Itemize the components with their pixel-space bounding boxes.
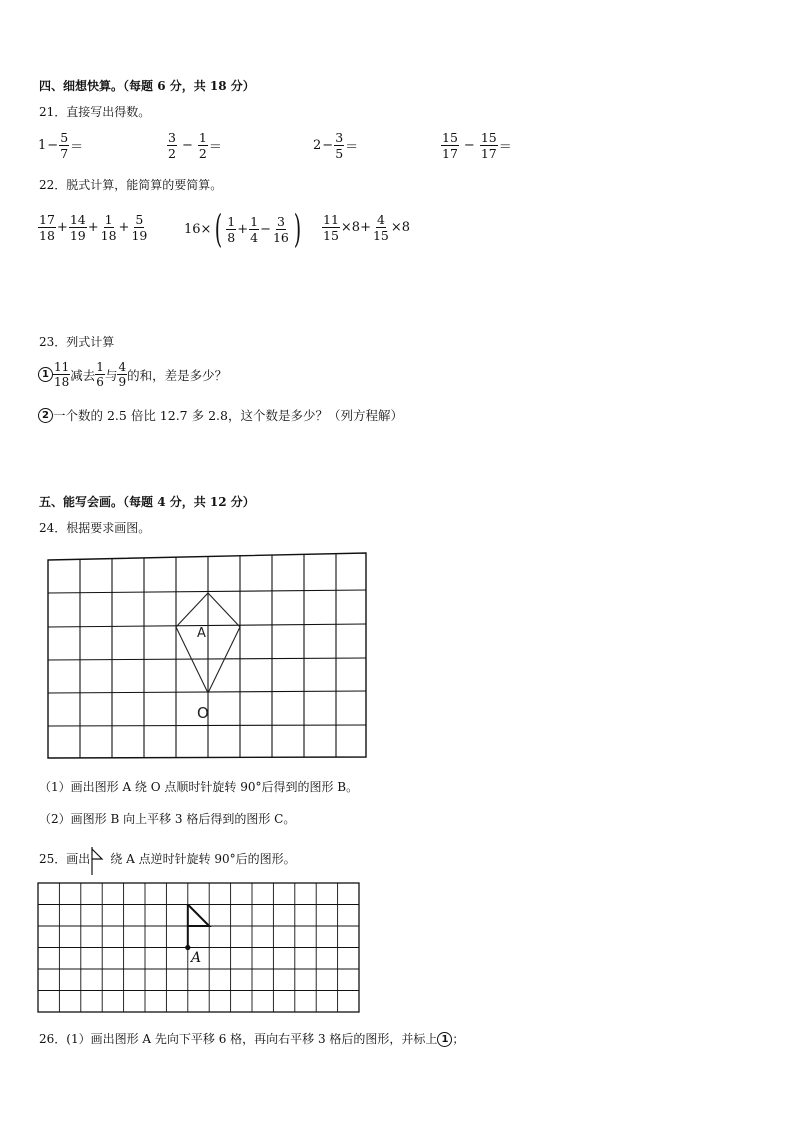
q26-main-text: 26．(1）画出图形 A 先向下平移 6 格，再向右平移 3 格后的图形，并标上 bbox=[39, 1032, 438, 1046]
section-5-title: 五、能写会画。 bbox=[39, 495, 124, 509]
q22-expr-2 bbox=[184, 207, 305, 251]
q25-label bbox=[39, 847, 296, 875]
q23-part-1 bbox=[38, 360, 227, 389]
fraction: $\frac{11}{15}$ bbox=[323, 212, 339, 243]
q25-label-after: 绕 A 点逆时针旋转 90°后的图形。 bbox=[110, 852, 296, 866]
q21-label: 21．直接写出得数。 bbox=[39, 105, 151, 119]
q24-sub-1: （1）画出图形 A 绕 O 点顺时针旋转 90°后得到的图形 B。 bbox=[39, 780, 359, 794]
fraction: $\frac{3}{16}$ bbox=[272, 213, 289, 245]
q21-item-4 bbox=[441, 130, 513, 161]
text: 与 bbox=[104, 367, 118, 383]
label-a: A bbox=[191, 950, 202, 966]
fraction: $\frac{5}{7}$ bbox=[60, 130, 69, 161]
flag-shape-icon bbox=[90, 847, 110, 875]
fraction: $\frac{17}{18}$ bbox=[39, 212, 55, 243]
flag-figure bbox=[188, 905, 209, 948]
q22-expr-1 bbox=[38, 212, 148, 243]
fraction: $\frac{15}{17}$ bbox=[442, 130, 458, 161]
figure-a-kite bbox=[176, 593, 240, 693]
fraction: $\frac{3}{5}$ bbox=[335, 130, 344, 161]
operator: ×8+ bbox=[340, 220, 371, 235]
q24-sub-2: （2）画图形 B 向上平移 3 格后得到的图形 C。 bbox=[39, 812, 296, 826]
q24-label: 24．根据要求画图。 bbox=[39, 521, 151, 535]
operator: − bbox=[47, 138, 59, 153]
equals: ＝ bbox=[208, 140, 222, 155]
equals: ＝ bbox=[70, 140, 84, 155]
fraction: $\frac{14}{19}$ bbox=[69, 212, 86, 243]
q21-item-2 bbox=[167, 130, 223, 161]
q21-item-3 bbox=[313, 130, 359, 161]
operand: 1 bbox=[38, 138, 47, 153]
fraction: $\frac{1}{4}$ bbox=[250, 213, 259, 245]
q25-grid-inner bbox=[38, 883, 359, 1012]
equals: ＝ bbox=[345, 140, 359, 155]
text: 一个数的 2.5 倍比 12.7 多 2.8，这个数是多少？（列方程解） bbox=[53, 408, 403, 423]
left-paren: ( bbox=[215, 207, 223, 251]
q22-expr-3 bbox=[322, 212, 411, 243]
operator: + bbox=[87, 220, 99, 235]
circled-number: 2 bbox=[38, 408, 53, 423]
section-5-score: （每题 4 分，共 12 分） bbox=[123, 495, 255, 509]
section-4-score: （每题 6 分，共 18 分） bbox=[123, 79, 255, 93]
section-5-heading bbox=[39, 494, 255, 510]
q24-grid-lines bbox=[48, 553, 366, 758]
section-4-heading bbox=[39, 78, 255, 94]
label-a: A bbox=[197, 626, 206, 641]
q26-text bbox=[39, 1031, 464, 1047]
fraction: $\frac{4}{9}$ bbox=[118, 360, 127, 389]
fraction: $\frac{5}{19}$ bbox=[131, 212, 148, 243]
circled-number: 1 bbox=[437, 1032, 452, 1047]
circled-number: 1 bbox=[38, 367, 53, 382]
section-4-title: 四、细想快算。 bbox=[39, 79, 124, 93]
point-a-dot bbox=[185, 945, 190, 950]
operator: + bbox=[237, 221, 249, 237]
operand: 16× bbox=[184, 221, 212, 237]
q24-grid-figure bbox=[44, 550, 374, 760]
q25-label-before: 25．画出 bbox=[39, 852, 91, 866]
fraction: $\frac{1}{2}$ bbox=[198, 130, 207, 161]
q22-label: 22．脱式计算，能简算的要简算。 bbox=[39, 178, 223, 192]
operator: − bbox=[181, 138, 193, 153]
q21-item-1 bbox=[38, 130, 84, 161]
fraction: $\frac{4}{15}$ bbox=[372, 212, 389, 243]
operator: + bbox=[56, 220, 68, 235]
operator: − bbox=[260, 221, 271, 237]
operator: − bbox=[322, 138, 334, 153]
operator: ×8 bbox=[390, 220, 411, 235]
operand: 2 bbox=[313, 138, 322, 153]
fraction: $\frac{3}{2}$ bbox=[168, 130, 176, 161]
q23-part-2 bbox=[38, 406, 403, 424]
q25-grid-figure bbox=[36, 880, 362, 1016]
fraction: $\frac{11}{18}$ bbox=[54, 360, 70, 389]
operator: + bbox=[118, 220, 130, 235]
text: 的和，差是多少？ bbox=[127, 367, 228, 383]
right-paren: ) bbox=[293, 207, 302, 251]
fraction: $\frac{1}{8}$ bbox=[227, 213, 236, 245]
operator: − bbox=[463, 138, 475, 153]
fraction: $\frac{1}{6}$ bbox=[96, 360, 104, 389]
q23-label: 23．列式计算 bbox=[39, 335, 115, 349]
q26-tail: ； bbox=[452, 1032, 465, 1046]
fraction: $\frac{15}{17}$ bbox=[480, 130, 497, 161]
label-o: O bbox=[197, 704, 209, 722]
fraction: $\frac{1}{18}$ bbox=[100, 212, 117, 243]
equals: ＝ bbox=[498, 140, 512, 155]
text: 减去 bbox=[70, 367, 96, 383]
